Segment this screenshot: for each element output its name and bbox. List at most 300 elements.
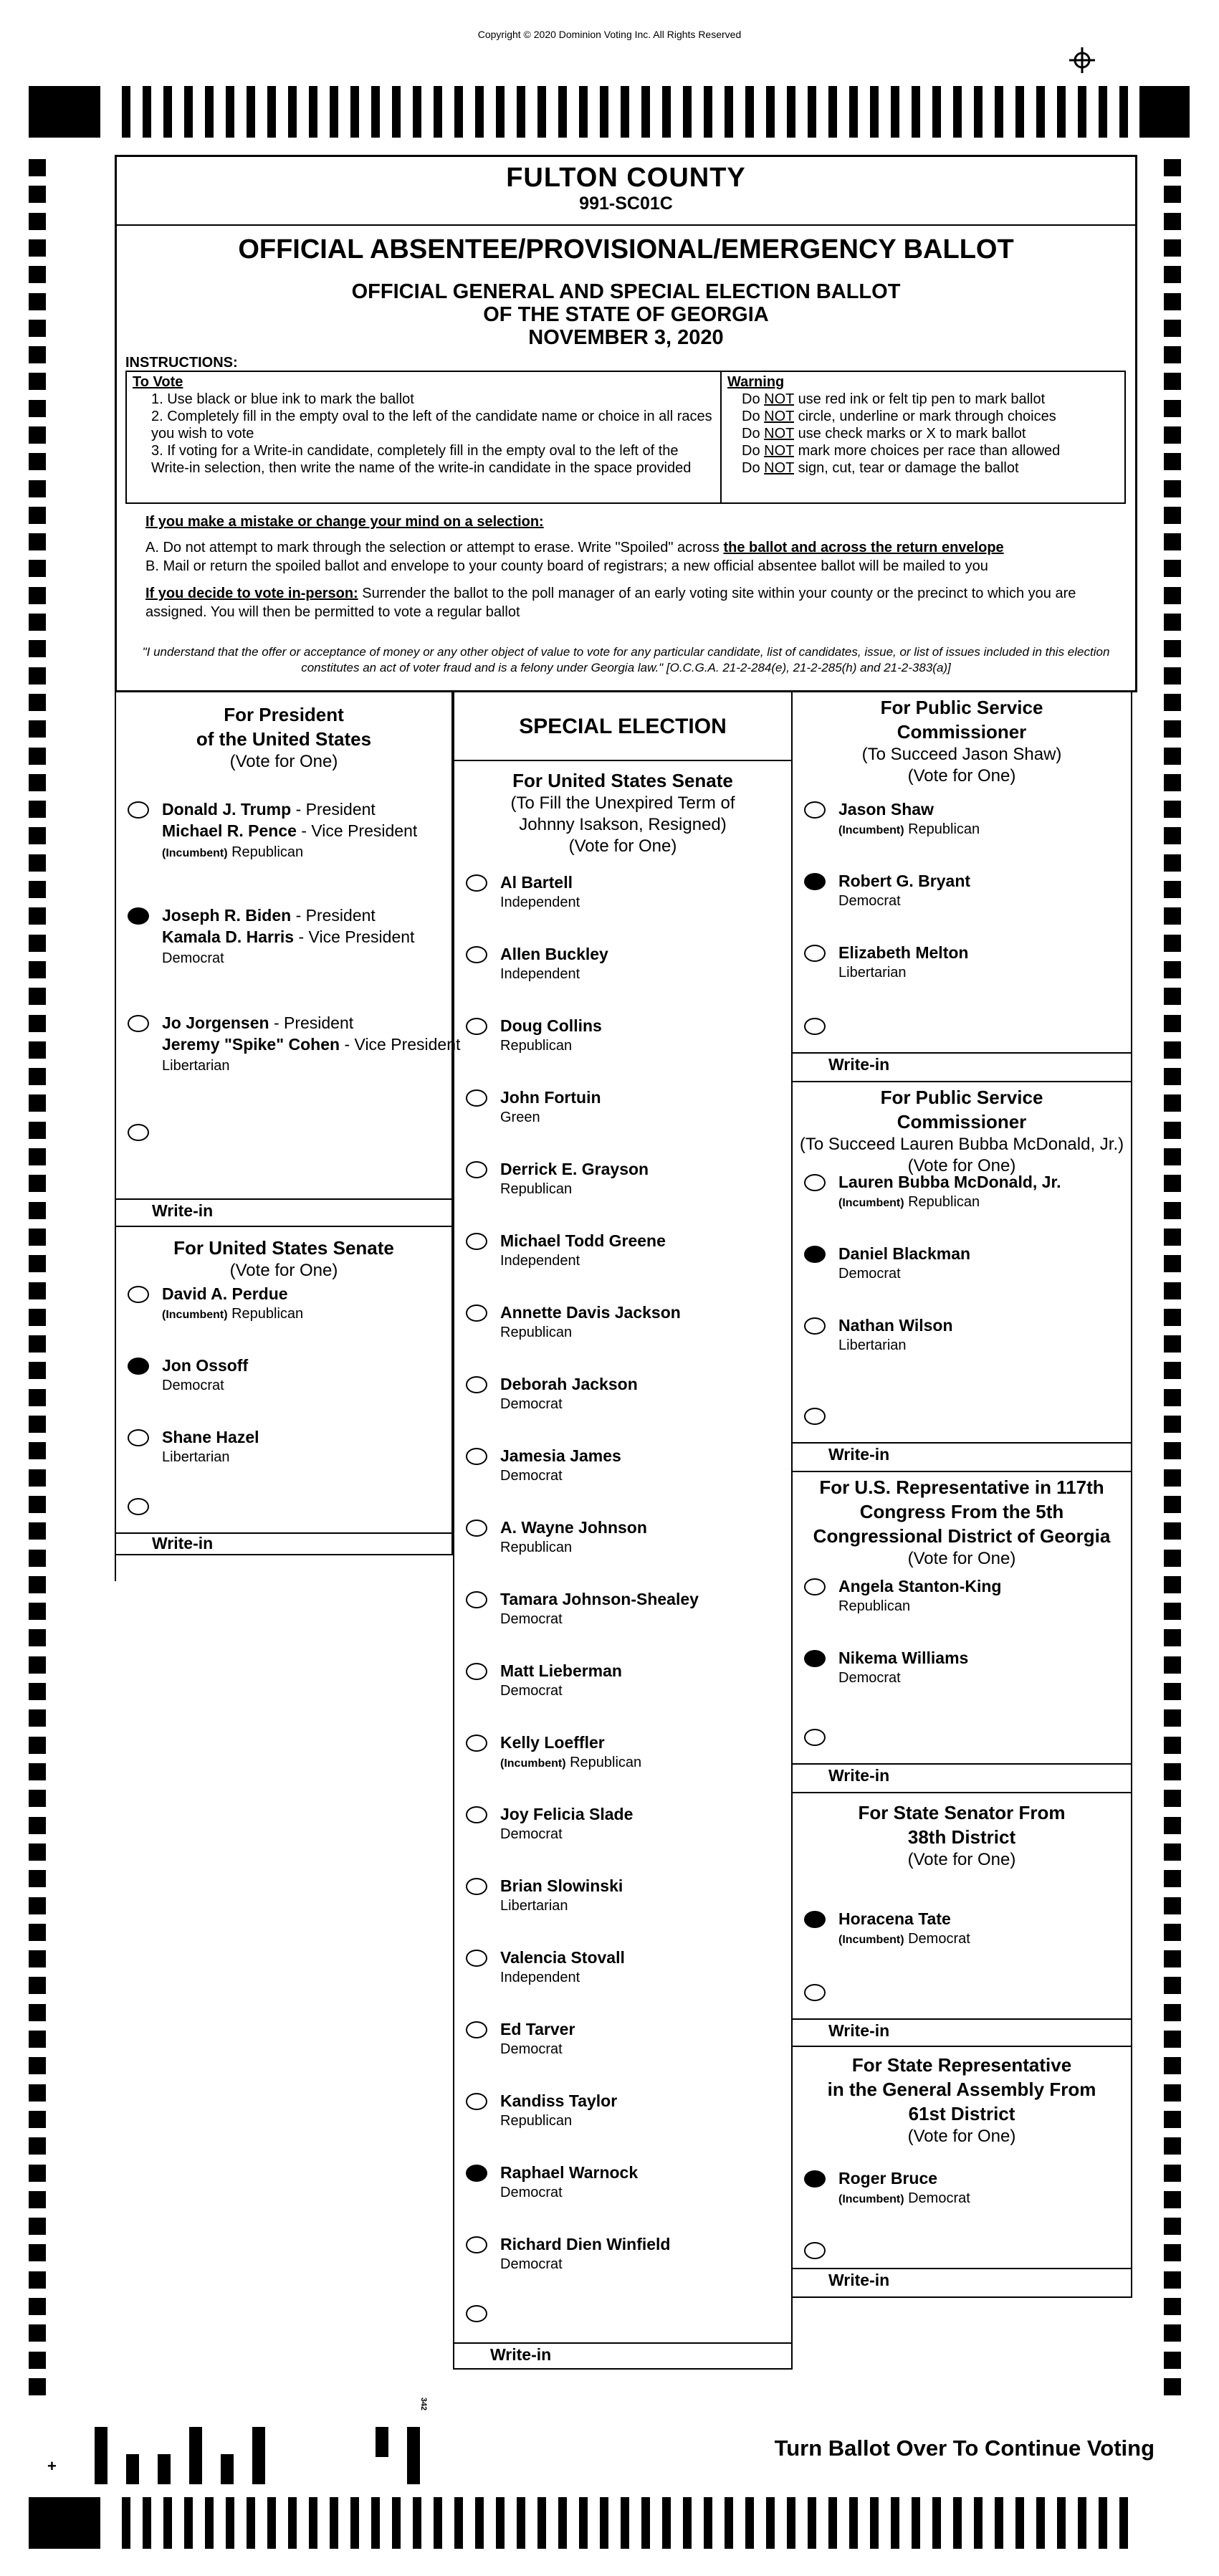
timing-bar [226,2497,234,2549]
side-mark [1164,1763,1181,1780]
candidate-name: John Fortuin [500,1088,601,1107]
selection-oval[interactable] [128,801,149,819]
side-mark [29,801,46,818]
selection-oval[interactable] [466,1878,487,1895]
vote-for: (Vote for One) [907,766,1016,786]
candidate-name: Joy Felicia Slade [500,1805,634,1823]
selection-oval[interactable] [466,1806,487,1823]
selection-oval[interactable] [804,801,826,819]
candidate-name: Jason Shaw [838,800,934,819]
party-label: Republican [500,1181,573,1197]
side-mark [1164,988,1181,1005]
candidate-name: Matt Lieberman [500,1661,622,1680]
side-mark [29,2084,46,2102]
side-mark [29,1094,46,1112]
timing-bar [558,86,567,138]
selection-oval[interactable] [466,1591,487,1608]
side-mark [29,1229,46,1246]
side-mark [1164,320,1181,337]
timing-bar [974,2497,983,2549]
candidate-name: Deborah Jackson [500,1375,638,1393]
timing-bar [122,2497,130,2549]
vote-for: (Vote for One) [568,836,677,856]
timing-bar [953,86,962,138]
candidate-name: Michael Todd Greene [500,1231,666,1250]
side-mark [29,614,46,631]
side-mark [1164,346,1181,363]
candidate-name: Jon Ossoff [162,1356,249,1375]
id-mark [95,2427,107,2484]
side-mark [29,1709,46,1727]
selection-oval[interactable] [466,1663,487,1680]
side-mark [1164,827,1181,844]
id-mark [252,2427,265,2484]
side-mark [1164,533,1181,550]
timing-bar [579,86,588,138]
side-mark [29,1041,46,1059]
selection-oval[interactable] [128,1124,149,1141]
race-title: Commissioner [897,721,1027,743]
side-mark [1164,1496,1181,1513]
timing-block [29,86,100,138]
side-mark [1164,400,1181,417]
side-mark [1164,2378,1181,2395]
side-mark [29,1683,46,1700]
selection-oval[interactable] [466,1089,487,1107]
selection-oval[interactable] [466,874,487,892]
side-mark [29,827,46,844]
side-mark [1164,667,1181,684]
side-mark [1164,186,1181,203]
mistake-step-a: A. Do not attempt to mark through the selection or attempt to erase. Write "Spoiled" across the ballot and across the return envelope [145,540,1004,555]
side-mark [1164,854,1181,872]
selection-oval-filled[interactable] [804,873,826,890]
side-mark [1164,1924,1181,1941]
side-mark [1164,640,1181,657]
timing-bar [1036,2497,1045,2549]
candidate-name: Lauren Bubba McDonald, Jr. [838,1173,1061,1191]
side-mark [29,2298,46,2315]
selection-oval[interactable] [804,945,826,962]
timing-bar [974,86,983,138]
side-mark [1164,2298,1181,2315]
timing-bar [537,2497,546,2549]
timing-bar [475,86,484,138]
side-mark [29,1629,46,1646]
candidate-name: Shane Hazel [162,1428,259,1446]
party-label: Republican [231,1306,304,1322]
party-label: Democrat [908,1931,970,1947]
side-mark [1164,1389,1181,1406]
side-mark [1164,1550,1181,1567]
in-person-instructions: If you decide to vote in-person: Surrender the ballot to the poll manager of an early voting site within your county or the precinct to which you are assigned. You will then be permitted to vote a regular ballot [145,586,1076,620]
side-mark [29,2218,46,2235]
id-mark [221,2454,234,2484]
warning-section [723,372,1124,502]
candidate-name: Doug Collins [500,1016,602,1035]
side-mark [29,426,46,444]
selection-oval-filled[interactable] [804,1650,826,1667]
timing-bar [683,2497,692,2549]
timing-bar [517,86,525,138]
race-title: Commissioner [897,1111,1027,1132]
write-in-label: Write-in [828,1055,890,1074]
race-title: For State Senator From [858,1802,1066,1823]
timing-bar [766,86,775,138]
race-title: For U.S. Representative in 117th [819,1477,1104,1498]
write-in-line [793,1763,1131,1765]
party-label: Independent [500,966,580,982]
side-mark [29,961,46,978]
side-mark [29,1924,46,1941]
side-mark [29,1656,46,1674]
selection-oval[interactable] [466,1376,487,1393]
timing-bar [787,2497,795,2549]
side-mark [29,1790,46,1807]
instruction-3: 3. If voting for a Write-in candidate, completely fill in the empty oval to the left of the Write-in selection, then write the name of the write-in candidate in the space provided [151,443,692,476]
party-label: Democrat [500,1611,563,1627]
candidate-name: Valencia Stovall [500,1948,625,1967]
timing-bar [143,2497,151,2549]
timing-bar [891,86,899,138]
candidate-name: Brian Slowinski [500,1876,623,1895]
side-mark [1164,239,1181,257]
timing-bar [247,2497,255,2549]
selection-oval[interactable] [466,1448,487,1465]
party-label: Democrat [500,1396,563,1412]
incumbent-label: (Incumbent) [838,1197,904,1209]
side-mark [1164,1416,1181,1433]
candidate-name: David A. Perdue [162,1284,288,1303]
timing-bar [579,2497,588,2549]
race-title: 61st District [908,2103,1015,2124]
race-title: 38th District [907,1826,1016,1848]
side-mark [1164,1148,1181,1165]
side-mark [29,720,46,738]
timing-bar [870,86,879,138]
timing-bar [745,86,754,138]
selection-oval[interactable] [466,1304,487,1322]
side-mark [1164,1442,1181,1459]
side-mark [1164,293,1181,310]
timing-bar [641,86,650,138]
selection-oval[interactable] [466,1950,487,1967]
side-mark [1164,1122,1181,1139]
side-mark [1164,907,1181,925]
selection-oval[interactable] [466,1735,487,1752]
timing-bar [267,86,276,138]
timing-bar [600,86,608,138]
selection-oval[interactable] [804,1729,826,1746]
timing-bar [496,2497,505,2549]
side-mark [29,373,46,390]
party-label: Democrat [838,1670,901,1686]
side-mark [29,159,46,176]
selection-oval[interactable] [466,2021,487,2038]
side-mark [29,1148,46,1165]
side-mark [1164,266,1181,283]
timing-bar [621,2497,629,2549]
warning-title: Warning [727,374,785,390]
race-title: For Public Service [880,1087,1043,1108]
selection-oval-filled[interactable] [466,2165,487,2182]
race-psc-shaw [793,692,1131,1082]
timing-bar [288,86,297,138]
selection-oval[interactable] [128,1429,149,1446]
timing-bar [558,2497,567,2549]
race-title: Congress From the 5th [859,1501,1064,1522]
timing-bar [828,2497,837,2549]
side-mark [29,935,46,952]
side-mark [1164,1335,1181,1353]
timing-bar [163,2497,172,2549]
side-mark [1164,480,1181,497]
side-mark [29,694,46,711]
side-mark [1164,426,1181,444]
side-mark [1164,1709,1181,1727]
candidate-name: Nikema Williams [838,1649,969,1667]
side-mark [29,1389,46,1406]
side-mark [1164,1309,1181,1326]
id-mark [189,2427,202,2484]
timing-bar [1099,86,1107,138]
side-mark [1164,614,1181,631]
side-mark [29,453,46,470]
side-mark [1164,2244,1181,2261]
side-mark [29,748,46,765]
selection-oval[interactable] [466,1520,487,1537]
to-vote-title: To Vote [133,374,183,390]
ballot-title: OFFICIAL ABSENTEE/PROVISIONAL/EMERGENCY BALLOT [238,234,1014,264]
timing-bar [745,2497,754,2549]
selection-oval[interactable] [804,1984,826,2001]
side-mark [1164,1282,1181,1299]
column-3 [793,692,1132,2298]
selection-oval[interactable] [804,1408,826,1425]
selection-oval-filled[interactable] [128,1358,149,1375]
side-mark [29,2324,46,2342]
timing-bar [537,86,546,138]
mistake-step-b: B. Mail or return the spoiled ballot and envelope to your county board of registrars; a new official absentee ballot will be mailed to you [145,558,988,574]
race-state-senate [793,1793,1131,2047]
candidate-name: Nathan Wilson [838,1316,953,1335]
id-mark [158,2454,171,2484]
side-mark [1164,1683,1181,1700]
race-title: For President [224,704,344,725]
write-in-line [793,2018,1131,2020]
candidate-name: Richard Dien Winfield [500,2235,671,2253]
side-mark [29,2137,46,2155]
side-mark [1164,159,1181,176]
timing-bar [828,86,837,138]
side-mark [29,2352,46,2369]
selection-oval[interactable] [804,1174,826,1191]
side-mark [29,320,46,337]
county-box [117,157,1135,226]
candidate-name: Roger Bruce [838,2169,938,2188]
election-title: OFFICIAL GENERAL AND SPECIAL ELECTION BALLOT [351,280,901,303]
side-mark [29,1122,46,1139]
write-in-line [793,1442,1131,1444]
selection-oval[interactable] [466,2093,487,2110]
selection-oval-filled[interactable] [804,1911,826,1928]
side-mark [1164,1041,1181,1059]
warning-item: Do NOT mark more choices per race than allowed [742,443,1061,459]
race-title: For United States Senate [173,1237,394,1259]
side-mark [1164,1656,1181,1674]
timing-bar [413,2497,421,2549]
timing-bar [995,2497,1003,2549]
candidate-name: Jamesia James [500,1446,621,1465]
party-label: Democrat [500,2185,563,2200]
selection-oval-filled[interactable] [804,2170,826,2188]
warning-item: Do NOT circle, underline or mark through choices [742,409,1056,424]
selection-oval[interactable] [466,1233,487,1250]
warning-item: Do NOT sign, cut, tear or damage the ballot [742,460,1019,476]
side-mark [29,1603,46,1620]
side-mark [29,1309,46,1326]
incumbent-label: (Incumbent) [838,1934,904,1946]
side-mark [29,2004,46,2021]
side-mark [1164,560,1181,577]
side-mark [29,533,46,550]
side-mark [29,1335,46,1353]
timing-bar [1036,86,1045,138]
party-label: Democrat [162,1378,224,1393]
side-mark [29,1977,46,1994]
party-label: Democrat [500,1683,563,1699]
race-title: For Public Service [880,697,1043,718]
side-mark [29,1550,46,1567]
timing-block [29,2497,100,2549]
timing-bar [1015,2497,1024,2549]
selection-oval[interactable] [466,946,487,963]
incumbent-label: (Incumbent) [838,824,904,836]
write-in-label: Write-in [828,1445,890,1464]
timing-bar [392,86,401,138]
side-mark [29,239,46,257]
timing-bar [953,2497,962,2549]
selection-oval-filled[interactable] [128,907,149,925]
side-mark [1164,1015,1181,1032]
side-mark [1164,2031,1181,2048]
candidate-name: Kandiss Taylor [500,2091,618,2110]
side-mark [1164,1175,1181,1192]
side-mark [1164,2165,1181,2182]
instructions-label: INSTRUCTIONS: [125,355,238,371]
selection-oval[interactable] [804,1317,826,1335]
side-mark [29,1068,46,1085]
side-mark [29,988,46,1005]
selection-oval[interactable] [128,1286,149,1303]
timing-bar [350,2497,359,2549]
timing-bar [1057,2497,1066,2549]
selection-oval-filled[interactable] [804,1246,826,1263]
side-mark [29,587,46,604]
race-title: For State Representative [851,2054,1072,2076]
timing-bar [122,86,130,138]
timing-bar [371,86,380,138]
timing-bar [496,86,505,138]
timing-bar [1119,86,1128,138]
side-mark [1164,1469,1181,1487]
timing-bar [163,86,172,138]
side-mark [29,774,46,791]
vote-for: (Vote for One) [907,1156,1016,1175]
candidate-name: Kelly Loeffler [500,1733,605,1752]
selection-oval[interactable] [466,2305,487,2322]
selection-oval[interactable] [804,1578,826,1595]
ballot-style-code: 991-SC01C [579,194,673,214]
race-state-rep [793,2047,1131,2298]
timing-bar [1057,86,1066,138]
side-mark [1164,2324,1181,2342]
side-mark [1164,587,1181,604]
candidate-name: Raphael Warnock [500,2163,639,2182]
timing-bar [454,2497,463,2549]
election-date: NOVEMBER 3, 2020 [528,326,724,349]
vote-for: (Vote for One) [907,1549,1016,1568]
id-mark [376,2427,388,2457]
side-mark [1164,2271,1181,2289]
side-mark [1164,1229,1181,1246]
selection-oval[interactable] [128,1498,149,1515]
timing-bar [600,2497,608,2549]
side-mark [29,2165,46,2182]
side-mark [1164,720,1181,738]
write-in-label: Write-in [828,2021,890,2040]
instruction-2: 2. Completely fill in the empty oval to the left of the candidate name or choice in all races you wish to vote [151,409,712,442]
side-mark [29,1576,46,1593]
party-label: Libertarian [838,965,907,981]
timing-bar [205,2497,214,2549]
write-in-label: Write-in [490,2345,552,2364]
side-mark [29,1496,46,1513]
side-mark [29,1362,46,1379]
side-mark [1164,1897,1181,1914]
candidate-name: Al Bartell [500,873,573,892]
ballot-id-code: 342 [419,2397,429,2411]
to-vote-section [127,372,722,502]
timing-bar [184,2497,193,2549]
timing-bar [247,86,255,138]
timing-bar [808,2497,816,2549]
selection-oval[interactable] [804,1018,826,1035]
side-mark [1164,1576,1181,1593]
side-mark [29,1469,46,1487]
party-label: Democrat [500,2041,563,2057]
candidate-name: Tamara Johnson-Shealey [500,1590,699,1608]
selection-oval[interactable] [128,1015,149,1032]
side-mark [29,2031,46,2048]
write-in-label: Write-in [152,1201,214,1220]
side-mark [1164,2191,1181,2208]
timing-bar [808,86,816,138]
side-mark [1164,507,1181,524]
timing-bar [454,86,463,138]
selection-oval[interactable] [466,2236,487,2253]
side-mark [1164,2137,1181,2155]
selection-oval[interactable] [466,1018,487,1035]
side-mark [1164,1255,1181,1272]
side-mark [29,1843,46,1861]
selection-oval[interactable] [466,1161,487,1178]
candidate-name: Robert G. Bryant [838,872,971,890]
party-label: Republican [500,1038,573,1054]
side-mark [29,480,46,497]
incumbent-label: (Incumbent) [838,2193,904,2205]
selection-oval[interactable] [804,2242,826,2259]
